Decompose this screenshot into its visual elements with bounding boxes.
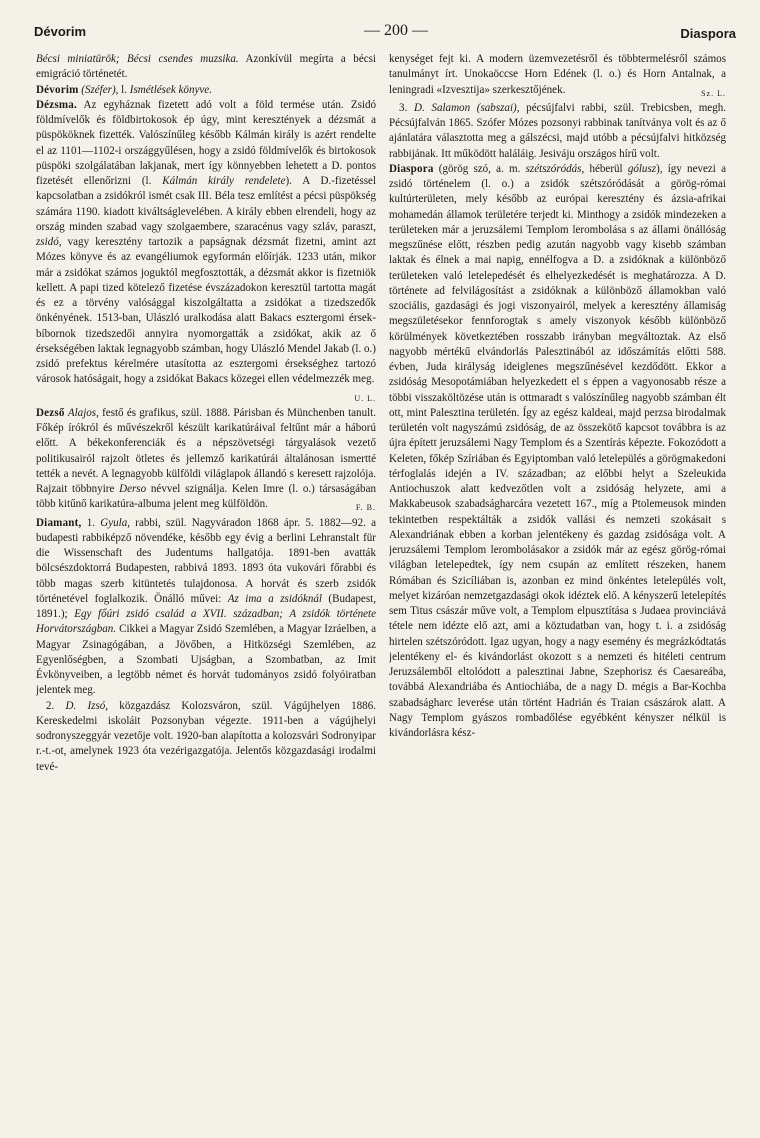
entry-headword: Dezső (36, 406, 65, 419)
italic-text: Gyula, (100, 516, 131, 529)
author-signature: Sz. L. (701, 88, 726, 98)
entry-text: pécsújfalvi rabbi, szül. Trebicsben, megh. Pécsújfalván 1865. Szófer Mózes pozsonyi rabbinak tanítványa volt és az ő ajánlatára választotta meg a gálszécsi, majd utóbb a pécsújfalvi hitközség rabbijának. Itt működött haláláig. Jesiváju országos hírű volt. (389, 101, 726, 160)
entry-text: héberül (584, 162, 628, 175)
italic-text: Bécsi miniatürök; Bécsi csendes muzsika. (36, 53, 239, 65)
italic-text: D. Salamon (sabszai), (414, 101, 520, 114)
entry-paragraph (36, 83, 376, 98)
entry-paragraph (36, 52, 376, 83)
entry-paragraph (389, 162, 726, 742)
italic-text: D. Izsó, (65, 699, 109, 712)
left-text-column (36, 52, 376, 1130)
entry-paragraph (36, 98, 376, 406)
italic-text: szétszóródás, (525, 162, 585, 175)
entry-text: Azonkívül megírta a bécsi emigráció történetét. (36, 53, 376, 81)
entry-text: 1. (81, 516, 101, 529)
entry-paragraph (389, 52, 726, 101)
italic-text: Egy főúri zsidó család a XVII. században; A zsidók története Horvátországban. (36, 608, 376, 636)
entry-text: kenységet fejt ki. A modern üzemvezetésről és többtermelésről számos tanulmányt írt. Unokaöccse Horn Edének (l. o.) és Horn Antalnak, a leningradi «Izvesztija» szerkesztőjének. (389, 53, 726, 96)
entry-text: (Budapest, 1891.); (36, 592, 376, 620)
entry-paragraph (36, 699, 376, 775)
author-signature: F. B. (355, 503, 376, 513)
entry-headword: Diamant, (36, 516, 82, 529)
entry-text: rabbi, szül. Nagyváradon 1868 ápr. 5. 1882—92. a budapesti rabbiképző növendéke, később egy évig a berlini Lehranstalt für die Wissenschaft des Judentums hallgatója. 1891-ben avatták bölcsészdoktorrá Budapesten, rabbivá 1893. 1893 óta vukovári főrabbi és több magas szerb kitüntetés tulajdonosa. A horvát és szerb zsidók történetével foglalkozik. Önálló művei: (36, 516, 376, 605)
entry-text: l. (118, 83, 130, 96)
italic-text: gólusz (627, 162, 657, 175)
entry-text: 3. (399, 101, 414, 114)
entry-text: festő és grafikus, szül. 1888. Párisban és Münchenben tanult. Főkép írókról és művészekről készült karikatúráival feltűnt már a háború előtt. A békekonferenciák és a népszövetségi tárgyalások vezető politikusairól rajzolt ötletes és jellemző karikatúrái általánosan ismertté tették a nevét. A legnagyobb külföldi világlapok állandó s keresett rajzolója. Rajzait többnyire (36, 406, 376, 495)
running-header (34, 20, 746, 44)
italic-text: Az ima a zsidóknál (227, 592, 322, 605)
italic-text: zsidó, (36, 236, 62, 248)
entry-text: ). A D.-fizetéssel kapcsolatban a zsidókról ismét csak III. Béla tesz említést a pécsi püspökség számára 1190. kiadott kiváltságlevelében. A király ebben elrendeli, hogy az ország minden szabad vagy szolgaembere, szaracénus vagy szláv, paraszt, (36, 175, 376, 233)
header-left-keyword: Dévorim (34, 24, 87, 39)
page-number: — 200 — (364, 22, 428, 39)
italic-text: Kálmán király rendelete (162, 175, 286, 187)
entry-text: közgazdász Kolozsváron, szül. Vágújhelyen 1886. Kereskedelmi iskoláit Pozsonyban végezte. 1911-ben a vágújhelyi sodronyszeggyár vezetője volt. 1920-ban alapította a kolozsvári Sodronyipar r.-t.-ot, amelynek 1923 óta vezérigazgatója. Jelentős közgazdasági irodalmi tevé- (36, 699, 376, 773)
header-right-keyword: Diaspora (680, 26, 736, 41)
entry-headword: Dévorim (36, 83, 79, 96)
entry-paragraph (36, 406, 376, 516)
entry-headword: Dézsma. (36, 98, 77, 111)
italic-text: Alajos, (67, 406, 99, 419)
entry-paragraph (389, 101, 726, 162)
entry-text: Cikkei a Magyar Zsidó Szemlében, a Magyar Izráelben, a Magyar Zsinagógában, a Jövőben, a Hitközségi Szemlében, az Egyenlőségben, a Szombati Ujságban, a Szombatban, az Imit Évkönyveiben, a legtöbb német és horvát tudományos zsidó folyóiratban jelentek meg. (36, 623, 376, 697)
entry-text: Az egyháznak fizetett adó volt a föld termése után. Zsidó földmívelők és földbirtokosok ép úgy, mint keresztények a dézsmát a püspököknek fizették. Valószínűleg később Kálmán király is azért rendelte el az 1101—1102-i országgyűlésen, hogy a zsidó földmívelők és birtokosok püspöki szolgálatában lakjanak, mert így könnyebben lehetett a D. pontos fizetését ellenőrizni (l. (36, 98, 376, 187)
entry-paragraph (36, 516, 376, 699)
entry-text: (görög szó, a. m. (433, 162, 526, 175)
entry-text: 2. (46, 699, 66, 712)
author-signature: U. L. (354, 393, 376, 403)
italic-text: Derso (119, 483, 147, 495)
italic-text: Ismétlések könyve. (129, 83, 212, 96)
italic-text: (Széfer), (81, 83, 119, 96)
entry-text: vagy keresztény tartozik a papságnak dézsmát fizetni, amint azt Mózes könyve és az evangéliumok egyformán előírják. 1233 után, mikor már a zsidókat számos joguktól megfosztották, a dézsmát akkor is fizetniök kellett. A papi tized kötelező fizetése évszázadokon keresztül tartotta magát és ez a törvény valósággal kiszolgáltatta a zsidókat a tizedszedők önkényének. 1513-ban, Ulászló uralkodása alatt Bakacs esztergomi érsek-bíbornok tizedszedői annyira nyomorgatták a zsidókat, akik az ő érsekségében laktak legnagyobb számban, hogy Ulászló Mendel Jakab (l. o.) zsidó prefektus kérelmére utasította az esztergomi érsekséghez tartozó városok hatóságait, hogy a zsidókat Bakacs közegei ellen védelmezzék meg. (36, 236, 376, 386)
entry-text: névvel szignálja. Kelen Imre (l. o.) társaságában több kitűnő karikatúra-albuma jelent meg külföldön. (36, 483, 376, 511)
right-text-column (389, 52, 726, 1130)
entry-headword: Diaspora (389, 162, 434, 175)
entry-text: ), így nevezi a zsidó történelem (l. o.) a zsidók szétszóródását a görög-római kultúrterületen, mely később az európai keresztény és ázsia-afrikai mohamedán államok területére terjedt ki. Minthogy a zsidók mindezeken a területeken már a jeruzsálemi Templom lerombolása s az állami önállóság megszűnése előtt, részben pedig azután nagyobb vagy kisebb számban laktak és élnek a mai napig, ennélfogva a D. a zsidóknak a különböző területeken való letelepedését és elhelyezkedését is meghatározza. A D. története ad felvilágosítást a zsidóknak a különböző államokban való szociális, gazdasági és jogi viszonyairól, melyek a keresztény államiság megszületésekor fennforogtak s amely viszonyok később különböző körülmények következtében rosszabb irányban megváltoztak. Az első nagyobb mértékű elvándorlás Palesztinából az időszámítás előtti 588. évben, Juda királyság ideiglenes megszűnésével kezdődött. Ekkor a zsidóság Mesopotámiában helyezkedett el s éppen a vagyonosabb része a többi visszaköltözése után is ottmaradt s valószínűleg nagyobb számban élt ott, mint Palesztina területén. Így az egész kaldeai, majd perzsa birodalmak területén volt nagyszámú zsidóság, de az összekötő kapcsot továbbra is az újra épített jeruzsálemi Nagy Templom és a Szentírás képezte. Fokozódott a Keleten, főkép Szíriában és Egyiptomban való letelepülés a görögmakedoni térfoglalás idején a IV. században; az előbbi helyt a Szeleukida Antiochuszok alatt kedvezőtlen volt a zsidóság helyzete, ami a Makkabeusok szabadságharcára vezetett 167., míg a Ptolemeusok minden tekintetben respektálták a zsidók vallási és nemzeti szokásait s Alexandriának ebben a korban jelentékeny és gazdag zsidósága volt. A jeruzsálemi Templom lerombolásakor a zsidók már az egész görög-római világban letelepedtek, így nem csupán az említett részeken, hanem Rómában és Szicíliában is, azonban ez mind önkéntes letelepülés volt, melyet kizáróan nemzetgazdasági okok idéztek elő. A kényszerű letelepítés sem Titus császár műve volt, a Templom elpusztítása s Judaea provinciává tétele nem idézte elő azt, ami a köztudatban van, hogy t. i. a zsidóság hirtelen szétszóródott. Igaz ugyan, hogy a nagy esemény és megrázkódtatás jelentékeny el- és kivándorlást okozott s a nemzeti és hitéleti centrum Jeruzsálemből eltolódott a palesztinai Jabne, Szephorisz és Caesareába, továbbá Alexandriába és Antiochiába, de a nagy D. mégis a Bar-Kochba szabadságharc leverése után történt Hadrián és Traian császárok alatt. A Nagy Templom gyászos rombadőlése egyébként kényszer nélkül is kivándorlásra kész- (389, 162, 726, 739)
